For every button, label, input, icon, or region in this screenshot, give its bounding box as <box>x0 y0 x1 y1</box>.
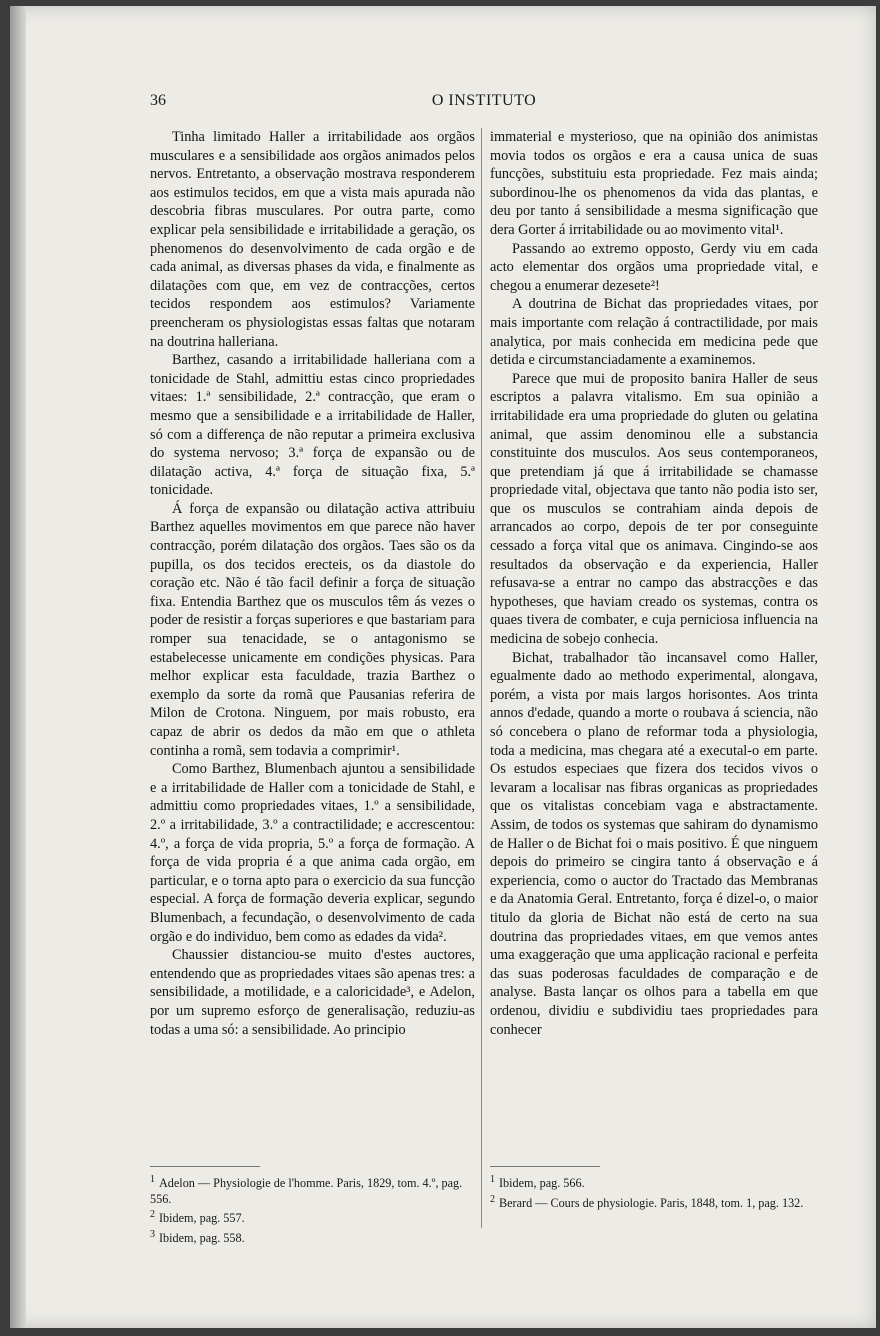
footnote-text: Berard — Cours de physiologie. Paris, 1848, tom. 1, pag. 132. <box>499 1195 804 1210</box>
footnote-mark: 3 <box>150 1228 155 1240</box>
footnotes-left <box>150 1172 475 1246</box>
paragraph: Tinha limitado Haller a irritabilidade aos orgãos musculares e a sensibilidade aos orgãos animados pelos nervos. Entretanto, a observação mostrava responderem aos estimulos tecidos, em que a vista mais apurada não descobria fibras musculares. Por outra parte, como explicar pela sensibilidade e irritabilidade a geração, os phenomenos do desenvolvimento de cada orgão e de cada animal, as diversas phases da vida, e finalmente as dilatações com que, em vez de contracções, certos tecidos respondem aos estimulos? Variamente preencheram os physiologistas essas faltas que notaram na doutrina halleriana. <box>150 129 475 350</box>
left-text-column <box>150 128 475 1039</box>
footnote-text: Ibidem, pag. 566. <box>499 1176 585 1191</box>
footnotes-right <box>490 1172 818 1211</box>
page-number: 36 <box>150 92 166 109</box>
paragraph-continued: immaterial e mysterioso, que na opinião dos animistas movia todos os orgãos e era a causa unica de suas funcções, substituiu esta propriedade. Fez mais ainda; subordinou-lhe os phenomenos da vida das plantas, e deu por tanto á sensibilidade a mesma significação que dera Gorter á irritabilidade ou ao movimento vital¹. <box>490 129 818 238</box>
footnote-mark: 1 <box>150 1174 155 1185</box>
footnote <box>150 1227 475 1247</box>
footnote <box>490 1172 818 1192</box>
page-gutter-edge <box>10 6 26 1328</box>
paragraph: Bichat, trabalhador tão incansavel como Haller, egualmente dado ao methodo experimental, alongava, porém, a vista por mais largos horisontes. Aos trinta annos d'edade, quando a morte o roubava á sciencia, não só concebera o plano de reformar toda a physiologia, toda a medicina, mas chegara até a executal-o em parte. Os estudos especiaes que fizera dos tecidos vivos o levaram a localisar nas fibras organicas as propriedades que os vitalistas concebiam vaga e abstractamente. Assim, de todos os systemas que sahiram do dynamismo de Haller o de Bichat foi o mais positivo. É que ninguem depois do primeiro se cingira tanto á observação e á experiencia, como o auctor do Tractado das Membranas e da Anatomia Geral. Entretanto, força é dizel-o, o maior titulo da gloria de Bichat não está de certo na sua doutrina das propriedades vitaes, em que vemos antes uma exaggeração que uma applicação racional e perfeita das suas poderosas faculdades de comparação e de analyse. Basta lançar os olhos para a tabella em que ordenou, dividiu e subdividiu taes propriedades para conhecer <box>490 649 818 1038</box>
footnote-mark: 1 <box>490 1174 495 1185</box>
paragraph: Chaussier distanciou-se muito d'estes auctores, entendendo que as propriedades vitaes são apenas tres: a sensibilidade, a motilidade, e a caloricidade³, e Adelon, por um supremo esforço de generalisação, reduziu-as todas a uma só: a sensibilidade. Ao principio <box>150 947 475 1038</box>
paragraph: Passando ao extremo opposto, Gerdy viu em cada acto elementar dos orgãos uma propriedade vital, e chegou a enumerar dezesete²! <box>490 240 818 294</box>
footnote-text: Ibidem, pag. 557. <box>159 1211 245 1226</box>
running-title: O INSTITUTO <box>431 92 537 109</box>
paragraph: Á força de expansão ou dilatação activa attribuiu Barthez aquelles movimentos em que parece não haver contracção, porém dilatação dos orgãos. Taes são os da pupilla, os dos tecidos erecteis, os da diastole do coração etc. Não é tão facil definir a força de situação fixa. Entendia Barthez que os musculos têm ás vezes o poder de resistir a forças superiores e que bastariam para romper sua tenacidade, se o antagonismo se estabelecesse unicamente em condições physicas. Para melhor explicar esta faculdade, trazia Barthez o exemplo da sorte da romã que Pausanias referira de Milon de Crotona. Ninguem, por mais robusto, era capaz de abrir os dedos da mão em que o athleta continha a romã, sem todavia a comprimir¹. <box>150 500 475 759</box>
page-header <box>150 92 818 114</box>
right-text-column <box>490 128 818 1039</box>
footnote <box>150 1172 475 1207</box>
paragraph: Como Barthez, Blumenbach ajuntou a sensibilidade e a irritabilidade de Haller com a tonicidade de Stahl, e admittiu como propriedades vitaes, 1.º a sensibilidade, 2.º a irritabilidade, 3.º a contractilidade; e accrescentou: 4.º, a força de vida propria, 5.º a força de formação. A força de vida propria é a que anima cada orgão, em particular, e o torna apto para o exercicio da sua funcção especial. A força de formação deveria explicar, segundo Blumenbach, a fecundação, o desenvolvimento de cada orgão e do individuo, bem como as edades da vida². <box>150 761 475 945</box>
paragraph: Barthez, casando a irritabilidade halleriana com a tonicidade de Stahl, admittiu estas cinco propriedades vitaes: 1.ª sensibilidade, 2.ª contracção, que eram o mesmo que a sensibilidade e a irritabilidade de Haller, só com a differença de não reputar a primeira exclusiva do systema nervoso; 3.ª força de expansão ou de dilatação activa, 4.ª força de situação fixa, 5.ª tonicidade. <box>150 352 475 499</box>
footnote <box>150 1207 475 1227</box>
column-divider <box>481 128 482 1228</box>
footnote-text: Adelon — Physiologie de l'homme. Paris, 1829, tom. 4.º, pag. 556. <box>150 1176 463 1206</box>
footnote-text: Ibidem, pag. 558. <box>159 1230 245 1245</box>
footnote-mark: 2 <box>150 1209 155 1221</box>
paragraph: Parece que mui de proposito banira Haller de seus escriptos a palavra vitalismo. Em sua opinião a irritabilidade era uma propriedade do gluten ou gelatina animal, que assim denominou elle a substancia constituinte dos musculos. Aos seus contemporaneos, que pretendiam já que á irritabilidade se chamasse propriedade vital, objectava que tanto não podia isto ser, que os musculos se contrahiam ainda depois de arrancados ao corpo, depois de ter por conseguinte cessado a força vital que os animava. Cingindo-se aos resultados da observação e da experiencia, Haller refusava-se a entrar no campo das abstracções e das hypotheses, que haviam creado os systemas, contra os quaes tivera de combater, e cuja perniciosa influencia na medicina de sobejo conhecia. <box>490 370 818 648</box>
footnote-mark: 2 <box>490 1193 495 1205</box>
paragraph: A doutrina de Bichat das propriedades vitaes, por mais importante com relação á contractilidade, por mais analytica, por mais conhecida em medicina pede que detida e circumstanciadamente a examinemos. <box>490 296 818 369</box>
footnote <box>490 1192 818 1212</box>
